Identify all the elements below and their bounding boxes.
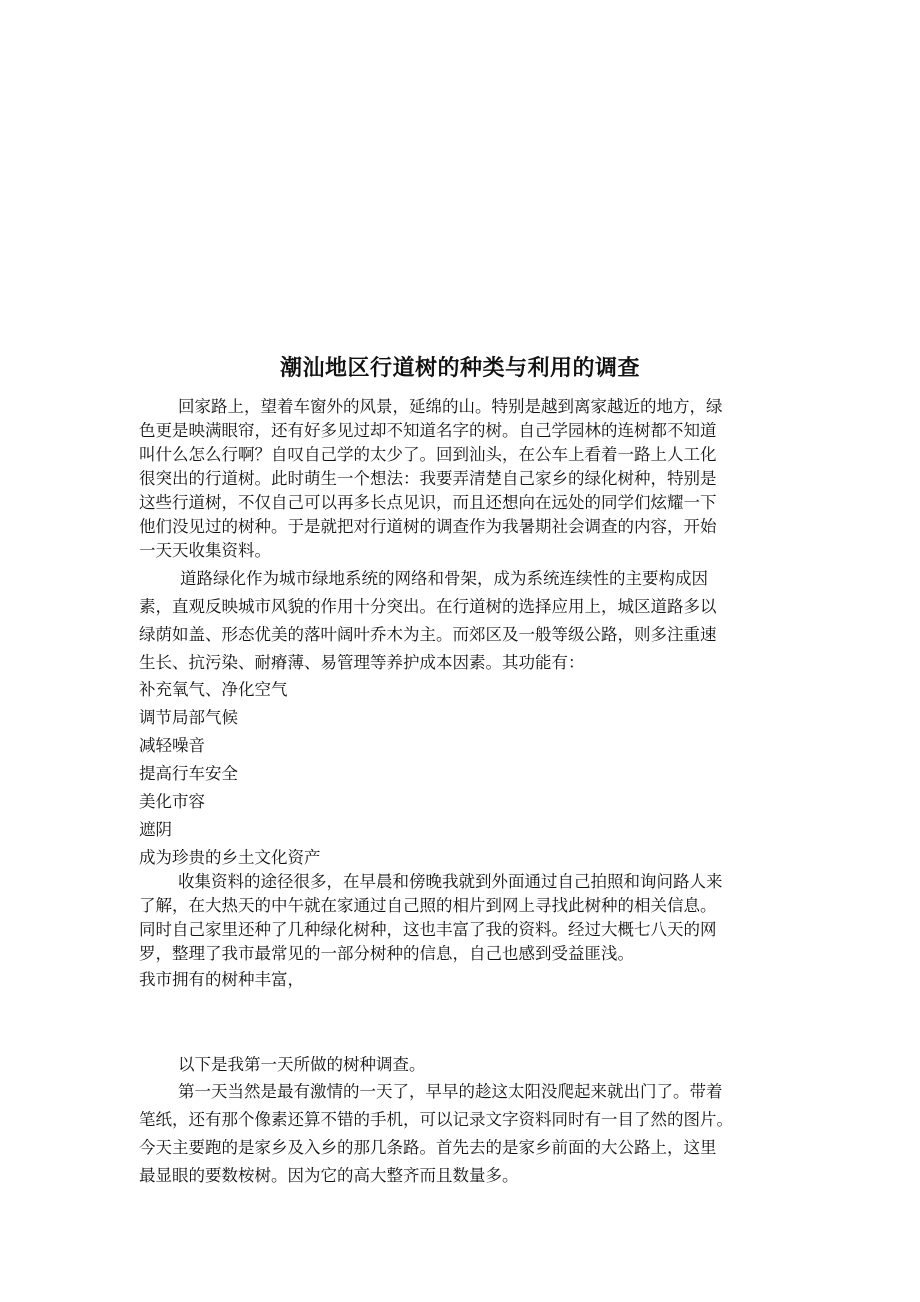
paragraph-4: 我市拥有的树种丰富，	[139, 970, 304, 989]
function-item: 减轻噪音	[139, 736, 205, 755]
paragraph-3-line: 罗，整理了我市最常见的一部分树种的信息，自己也感到受益匪浅。	[139, 944, 634, 963]
paragraph-3-line: 了解，在大热天的中午就在家通过自己照的相片到网上寻找此树种的相关信息。	[139, 896, 717, 915]
function-item: 美化市容	[139, 792, 205, 811]
paragraph-1-line: 他们没见过的树种。于是就把对行道树的调查作为我暑期社会调查的内容，开始	[139, 517, 717, 536]
paragraph-6-line: 笔纸，还有那个像素还算不错的手机，可以记录文字资料同时有一目了然的图片。	[139, 1110, 733, 1129]
function-item: 提高行车安全	[139, 764, 238, 783]
paragraph-3-line: 收集资料的途径很多，在早晨和傍晚我就到外面通过自己拍照和询问路人来	[178, 872, 723, 891]
paragraph-2-line: 道路绿化作为城市绿地系统的网络和骨架，成为系统连续性的主要构成因	[180, 569, 708, 588]
paragraph-2-line: 素，直观反映城市风貌的作用十分突出。在行道树的选择应用上，城区道路多以	[139, 597, 717, 616]
function-item: 调节局部气候	[139, 708, 238, 727]
document-title: 潮汕地区行道树的种类与利用的调查	[279, 355, 640, 381]
paragraph-1-line: 这些行道树，不仅自己可以再多长点见识，而且还想向在远处的同学们炫耀一下	[139, 493, 717, 512]
paragraph-1-line: 回家路上，望着车窗外的风景，延绵的山。特别是越到离家越近的地方，绿	[178, 397, 723, 416]
paragraph-1-line: 一天天收集资料。	[139, 541, 271, 560]
paragraph-3-line: 同时自己家里还种了几种绿化树种，这也丰富了我的资料。经过大概七八天的网	[139, 920, 717, 939]
paragraph-1-line: 叫什么怎么行啊？自叹自己学的太少了。回到汕头，在公车上看着一路上人工化	[139, 445, 717, 464]
function-item: 补充氧气、净化空气	[139, 680, 288, 699]
paragraph-1-line: 色更是映满眼帘，还有好多见过却不知道名字的树。自己学园林的连树都不知道	[139, 421, 717, 440]
paragraph-6-line: 第一天当然是最有激情的一天了，早早的趁这太阳没爬起来就出门了。带着	[178, 1082, 723, 1101]
paragraph-5: 以下是我第一天所做的树种调查。	[178, 1055, 426, 1074]
paragraph-6-line: 今天主要跑的是家乡及入乡的那几条路。首先去的是家乡前面的大公路上，这里	[139, 1138, 717, 1157]
function-item: 遮阴	[139, 820, 172, 839]
paragraph-2-line: 绿荫如盖、形态优美的落叶阔叶乔木为主。而郊区及一般等级公路，则多注重速	[139, 625, 717, 644]
paragraph-2-line: 生长、抗污染、耐瘠薄、易管理等养护成本因素。其功能有：	[139, 653, 585, 672]
paragraph-1-line: 很突出的行道树。此时萌生一个想法：我要弄清楚自己家乡的绿化树种，特别是	[139, 469, 717, 488]
function-item: 成为珍贵的乡土文化资产	[139, 848, 321, 867]
paragraph-6-line: 最显眼的要数桉树。因为它的高大整齐而且数量多。	[139, 1166, 519, 1185]
